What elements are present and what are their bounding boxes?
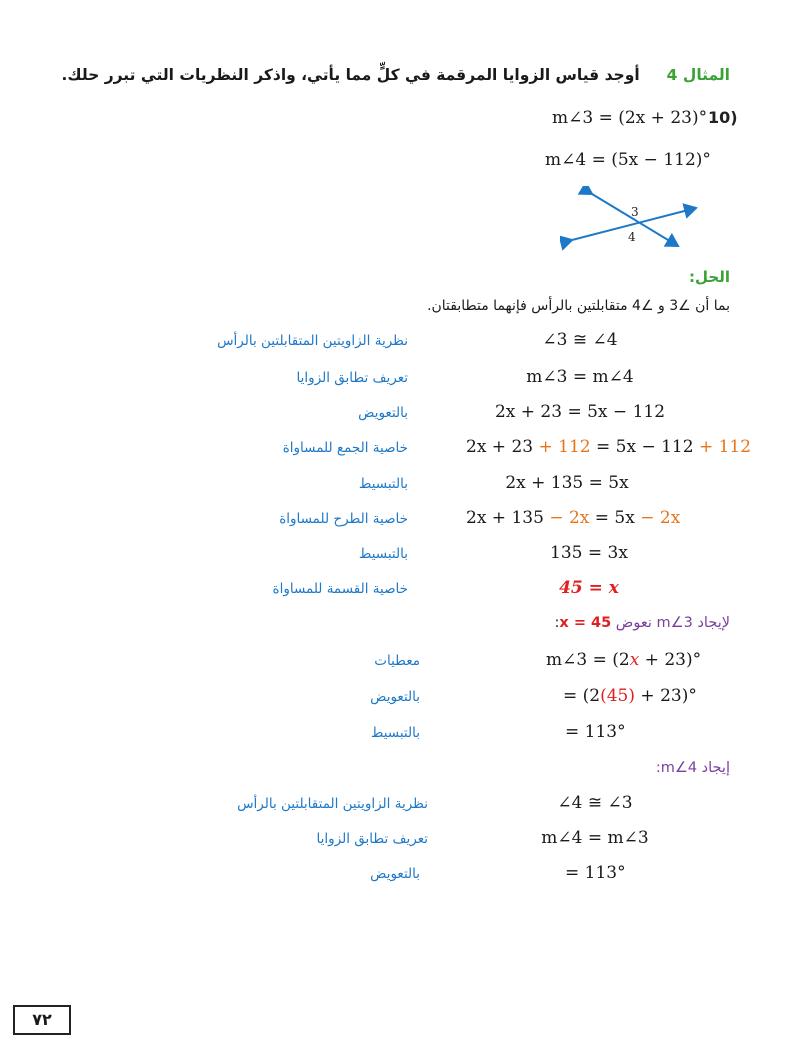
eq-part: + 23)° [635, 686, 697, 706]
step-reason: خاصية الطرح للمساواة [279, 511, 408, 527]
step-2 [0, 367, 800, 391]
eq-subtracted-term: − 2x [549, 508, 590, 528]
solution-intro: بما أن ∠3 و ∠4 متقابلتين بالرأس فإنهما متطابقتان. [427, 298, 730, 314]
solution-heading: الحل: [689, 268, 730, 286]
step-1 [0, 330, 800, 354]
problem-number: 10) [708, 108, 738, 127]
find-angle-4-heading: إيجاد m∠4: [655, 760, 730, 776]
eq-part: = 5x [589, 508, 641, 528]
sub2-step-2 [0, 828, 800, 852]
step-3 [0, 402, 800, 426]
step-reason: بالتبسيط [370, 725, 420, 741]
eq-part: 2x + 23 [466, 437, 539, 457]
eq-variable: x [629, 650, 640, 670]
angle-label-3: 3 [631, 205, 639, 219]
step-reason: خاصية القسمة للمساواة [272, 581, 408, 597]
step-reason: بالتعويض [370, 866, 420, 882]
sub2-step-3 [0, 863, 800, 887]
given-angle-3: m∠3 = (2x + 23)° [552, 108, 708, 128]
given-angle-4: m∠4 = (5x − 112)° [545, 150, 711, 170]
step-equation [466, 437, 751, 457]
step-reason: خاصية الجمع للمساواة [282, 440, 408, 456]
step-equation: m∠4 = m∠3 [541, 828, 649, 848]
heading-text: لإيجاد m∠3 نعوض [611, 615, 730, 631]
eq-part: = 5x − 112 [590, 437, 699, 457]
step-reason: نظرية الزاويتين المتقابلتين بالرأس [237, 796, 428, 812]
eq-part: + 23)° [639, 650, 702, 670]
step-equation: = 113° [565, 722, 626, 742]
page-number: ٧٢ [13, 1005, 71, 1035]
step-equation [546, 650, 701, 670]
step-equation: m∠3 = m∠4 [526, 367, 634, 387]
eq-part: m∠3 = (2 [546, 650, 630, 670]
find-angle-3-heading [555, 615, 730, 631]
example-label: المثال 4 [666, 66, 730, 84]
eq-subtracted-term: − 2x [640, 508, 681, 528]
step-equation [563, 686, 697, 706]
eq-added-term: + 112 [538, 437, 591, 457]
step-reason: بالتعويض [370, 689, 420, 705]
sub1-step-1 [0, 650, 800, 674]
sub1-step-2 [0, 686, 800, 710]
step-7 [0, 543, 800, 567]
angle-label-4: 4 [628, 230, 636, 244]
step-8 [0, 578, 800, 602]
eq-added-term: + 112 [698, 437, 752, 457]
vertical-angles-figure [560, 186, 710, 256]
heading-colon: : [554, 615, 560, 631]
step-equation: ∠3 ≅ ∠4 [542, 330, 618, 350]
step-reason: نظرية الزاويتين المتقابلتين بالرأس [217, 333, 408, 349]
step-6 [0, 508, 800, 532]
step-reason: بالتعويض [358, 405, 408, 421]
heading-value: x = 45 [559, 615, 612, 631]
step-equation: 2x + 135 = 5x [505, 473, 629, 493]
step-5 [0, 473, 800, 497]
step-equation: 135 = 3x [550, 543, 628, 563]
step-equation: = 113° [565, 863, 626, 883]
sub2-step-1 [0, 793, 800, 817]
sub1-step-3 [0, 722, 800, 746]
step-reason: تعريف تطابق الزوايا [316, 831, 428, 847]
step-reason: بالتبسيط [358, 546, 408, 562]
step-reason: تعريف تطابق الزوايا [296, 370, 408, 386]
step-reason: بالتبسيط [358, 476, 408, 492]
eq-substituted: (45) [600, 686, 636, 706]
step-equation: 2x + 23 = 5x − 112 [494, 402, 666, 422]
step-reason: معطيات [374, 653, 420, 669]
eq-part: 2x + 135 [466, 508, 550, 528]
eq-part: = (2 [563, 686, 601, 706]
example-header [62, 66, 730, 84]
step-result: 45 = x [559, 578, 619, 598]
step-equation: ∠4 ≅ ∠3 [557, 793, 633, 813]
step-equation [466, 508, 680, 528]
step-4 [0, 437, 800, 461]
example-prompt: أوجد قياس الزوايا المرقمة في كلٍّ مما يأتي، واذكر النظريات التي تبرر حلك. [61, 66, 640, 84]
